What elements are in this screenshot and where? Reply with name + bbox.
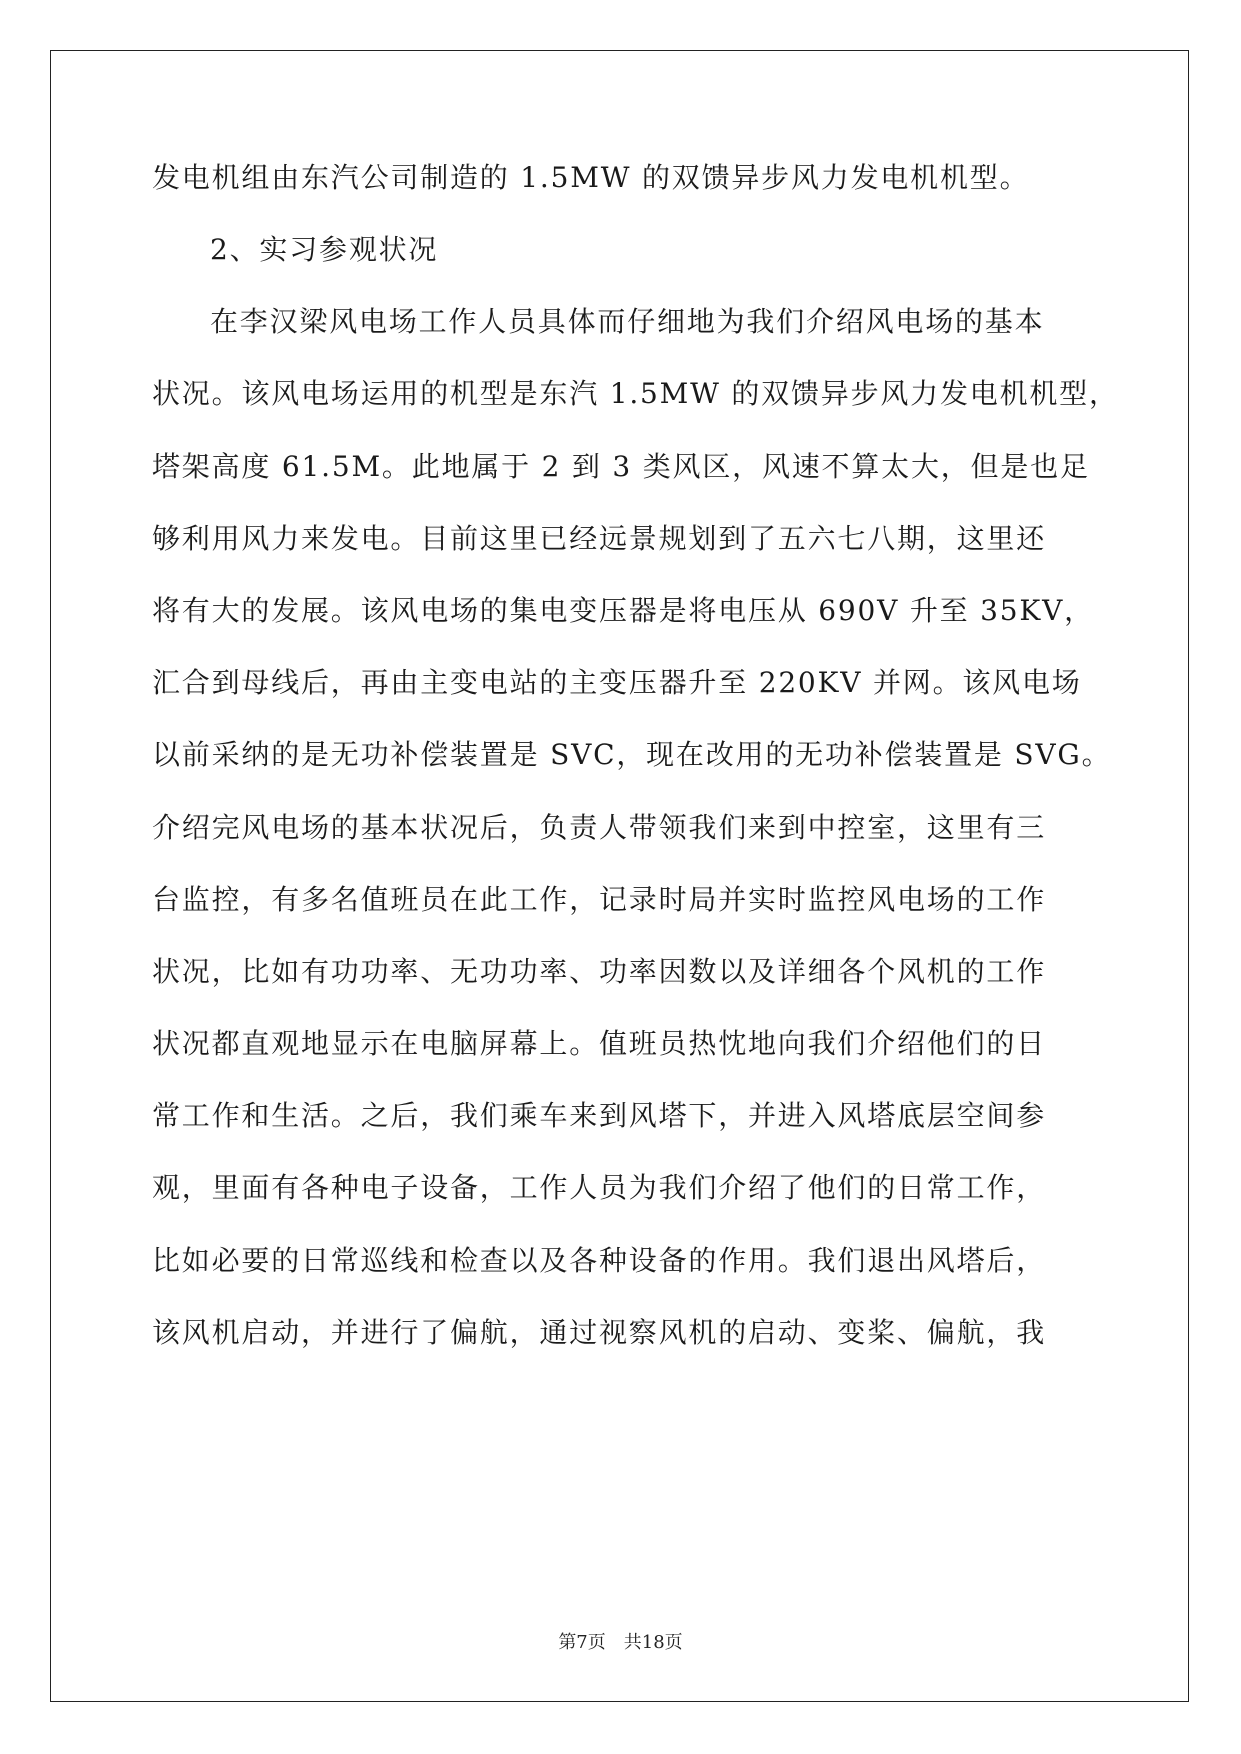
- text-line: 台监控，有多名值班员在此工作，记录时局并实时监控风电场的工作: [152, 883, 1047, 916]
- text-line: 比如必要的日常巡线和检查以及各种设备的作用。我们退出风塔后，: [152, 1244, 1047, 1277]
- page-border: [50, 50, 1189, 1702]
- text-line: 常工作和生活。之后，我们乘车来到风塔下，并进入风塔底层空间参: [152, 1099, 1047, 1132]
- page-footer: [0, 1628, 1241, 1654]
- text-line: 塔架高度 61.5M。此地属于 2 到 3 类风区，风速不算太大，但是也足: [152, 450, 1090, 483]
- text-line: 状况。该风电场运用的机型是东汽 1.5MW 的双馈异步风力发电机机型，: [152, 377, 1119, 410]
- text-line: 将有大的发展。该风电场的集电变压器是将电压从 690V 升至 35KV，: [152, 594, 1094, 627]
- text-line: 观，里面有各种电子设备，工作人员为我们介绍了他们的日常工作，: [152, 1171, 1047, 1204]
- text-line: 以前采纳的是无功补偿装置是 SVC，现在改用的无功补偿装置是 SVG。: [152, 738, 1112, 771]
- text-line: 状况，比如有功功率、无功功率、功率因数以及详细各个风机的工作: [152, 955, 1047, 988]
- page-total: 共18页: [623, 1632, 683, 1653]
- text-line: 该风机启动，并进行了偏航，通过视察风机的启动、变桨、偏航，我: [152, 1316, 1047, 1349]
- text-line: 够利用风力来发电。目前这里已经远景规划到了五六七八期，这里还: [152, 522, 1047, 555]
- text-line: 发电机组由东汽公司制造的 1.5MW 的双馈异步风力发电机机型。: [152, 161, 1030, 194]
- text-line: 介绍完风电场的基本状况后，负责人带领我们来到中控室，这里有三: [152, 811, 1047, 844]
- section-heading: 2、实习参观状况: [210, 233, 439, 266]
- text-line: 状况都直观地显示在电脑屏幕上。值班员热忱地向我们介绍他们的日: [152, 1027, 1047, 1060]
- page-number: 第7页: [558, 1632, 606, 1653]
- text-line: 在李汉梁风电场工作人员具体而仔细地为我们介绍风电场的基本: [210, 305, 1045, 338]
- text-line: 汇合到母线后，再由主变电站的主变压器升至 220KV 并网。该风电场: [152, 666, 1082, 699]
